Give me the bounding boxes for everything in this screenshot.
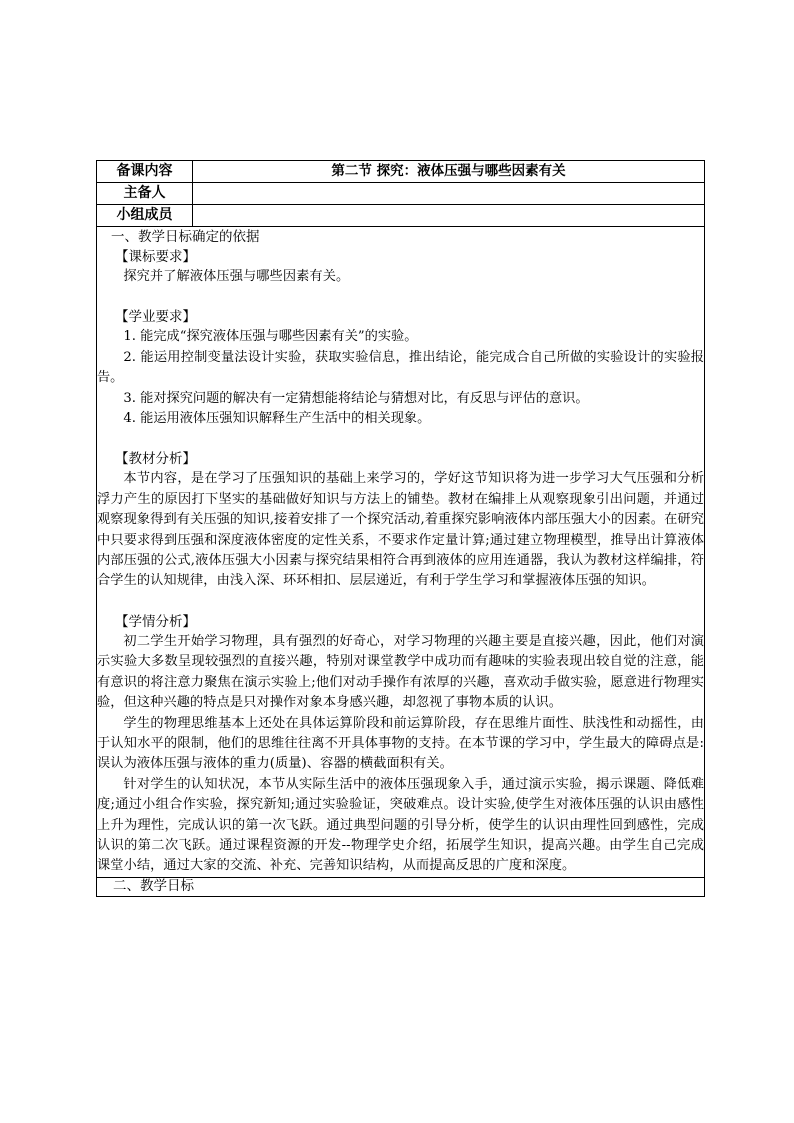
learner-paragraph-3: 针对学生的认知状况，本节从实际生活中的液体压强现象入手，通过演示实验，揭示课题、降低难度;通过小组合作实验，探究新知;通过实验验证，突破难点。设计实验,使学生对液体压强的认识由感性上升为理性，完成认识的第一次飞跃。通过典型问题的引导分析，使学生的认识由理性回到感性，完成认识的第二次飞跃。通过课程资源的开发--物理学史介绍，拓展学生知识，提高兴趣。由学生自己完成课堂小结，通过大家的交流、补充、完善知识结构，从而提高反思的广度和深度。 [97,776,704,874]
learner-paragraph-1: 初二学生开始学习物理，具有强烈的好奇心，对学习物理的兴趣主要是直接兴趣，因此，他们对演示实验大多数呈现较强烈的直接兴趣，特别对课堂教学中成功而有趣味的实验表现出较自觉的注意，能有意识的将注意力聚焦在演示实验上;他们对动手操作有浓厚的兴趣，喜欢动手做实验，愿意进行物理实验，但这种兴趣的特点是只对操作对象本身感兴趣，却忽视了事物本质的认识。 [97,633,704,711]
prep-content-label: 备课内容 [97,161,193,183]
curriculum-heading: 【课标要求】 [115,249,196,265]
section-2-cell [97,877,705,896]
section-2-title: 二、教学日标 [113,877,194,894]
group-members-label: 小组成员 [97,205,193,227]
academic-heading: 【学业要求】 [115,309,196,326]
textbook-heading: 【教材分析】 [115,451,196,468]
header-row-lead [97,183,705,205]
lead-preparer-label: 主备人 [97,183,193,205]
section-2-row [97,877,705,896]
learner-heading: 【学情分析】 [115,613,196,630]
learner-paragraph-2: 学生的物理思维基本上还处在具体运算阶段和前运算阶段，存在思维片面性、肤浅性和动摇性，由于认知水平的限制，他们的思维往往离不开具体事物的支持。在本节课的学习中，学生最大的障碍点是:误认为液体压强与液体的重力(质量)、容器的横截面积有关。 [97,715,704,772]
header-row-members [97,205,705,227]
group-members-value [193,205,705,227]
section-1-title: 一、教学日标确定的依据 [111,229,260,245]
lesson-plan-table [96,160,705,897]
academic-item-4: 4. 能运用液体压强知识解释生产生活中的相关现象。 [123,411,431,427]
body-row [97,227,705,878]
academic-item-3: 3. 能对探究问题的解决有一定猜想能将结论与猜想对比，有反思与评估的意识。 [123,390,589,406]
academic-item-1: 1. 能完成“探究液体压强与哪些因素有关”的实验。 [123,329,418,345]
header-row-content [97,161,705,183]
lead-preparer-value [193,183,705,205]
textbook-text: 本节内容，是在学习了压强知识的基础上来学习的，学好这节知识将为进一步学习大气压强和分析浮力产生的原因打下坚实的基础做好知识与方法上的铺垫。教材在编排上从观察现象引出问题，并通过观察现象得到有关压强的知识,接着安排了一个探究活动,着重探究影响液体内部压强大小的因素。在研究中只要求得到压强和深度液体密度的定性关系，不要求作定量计算;通过建立物理模型，推导出计算液体内部压强的公式,液体压强大小因素与探究结果相符合再到液体的应用连通器，我认为教材这样编排，符合学生的认知规律，由浅入深、环环相扣、层层递近，有利于学生学习和掌握液体压强的知识。 [97,471,704,589]
academic-item-2: 2. 能运用控制变量法设计实验，获取实验信息，推出结论，能完成合自己所做的实验设计的实验报告。 [97,349,704,386]
lesson-title: 第二节 探究：液体压强与哪些因素有关 [193,161,705,183]
curriculum-text: 探究并了解液体压强与哪些因素有关。 [123,269,350,284]
body-cell [97,227,705,878]
